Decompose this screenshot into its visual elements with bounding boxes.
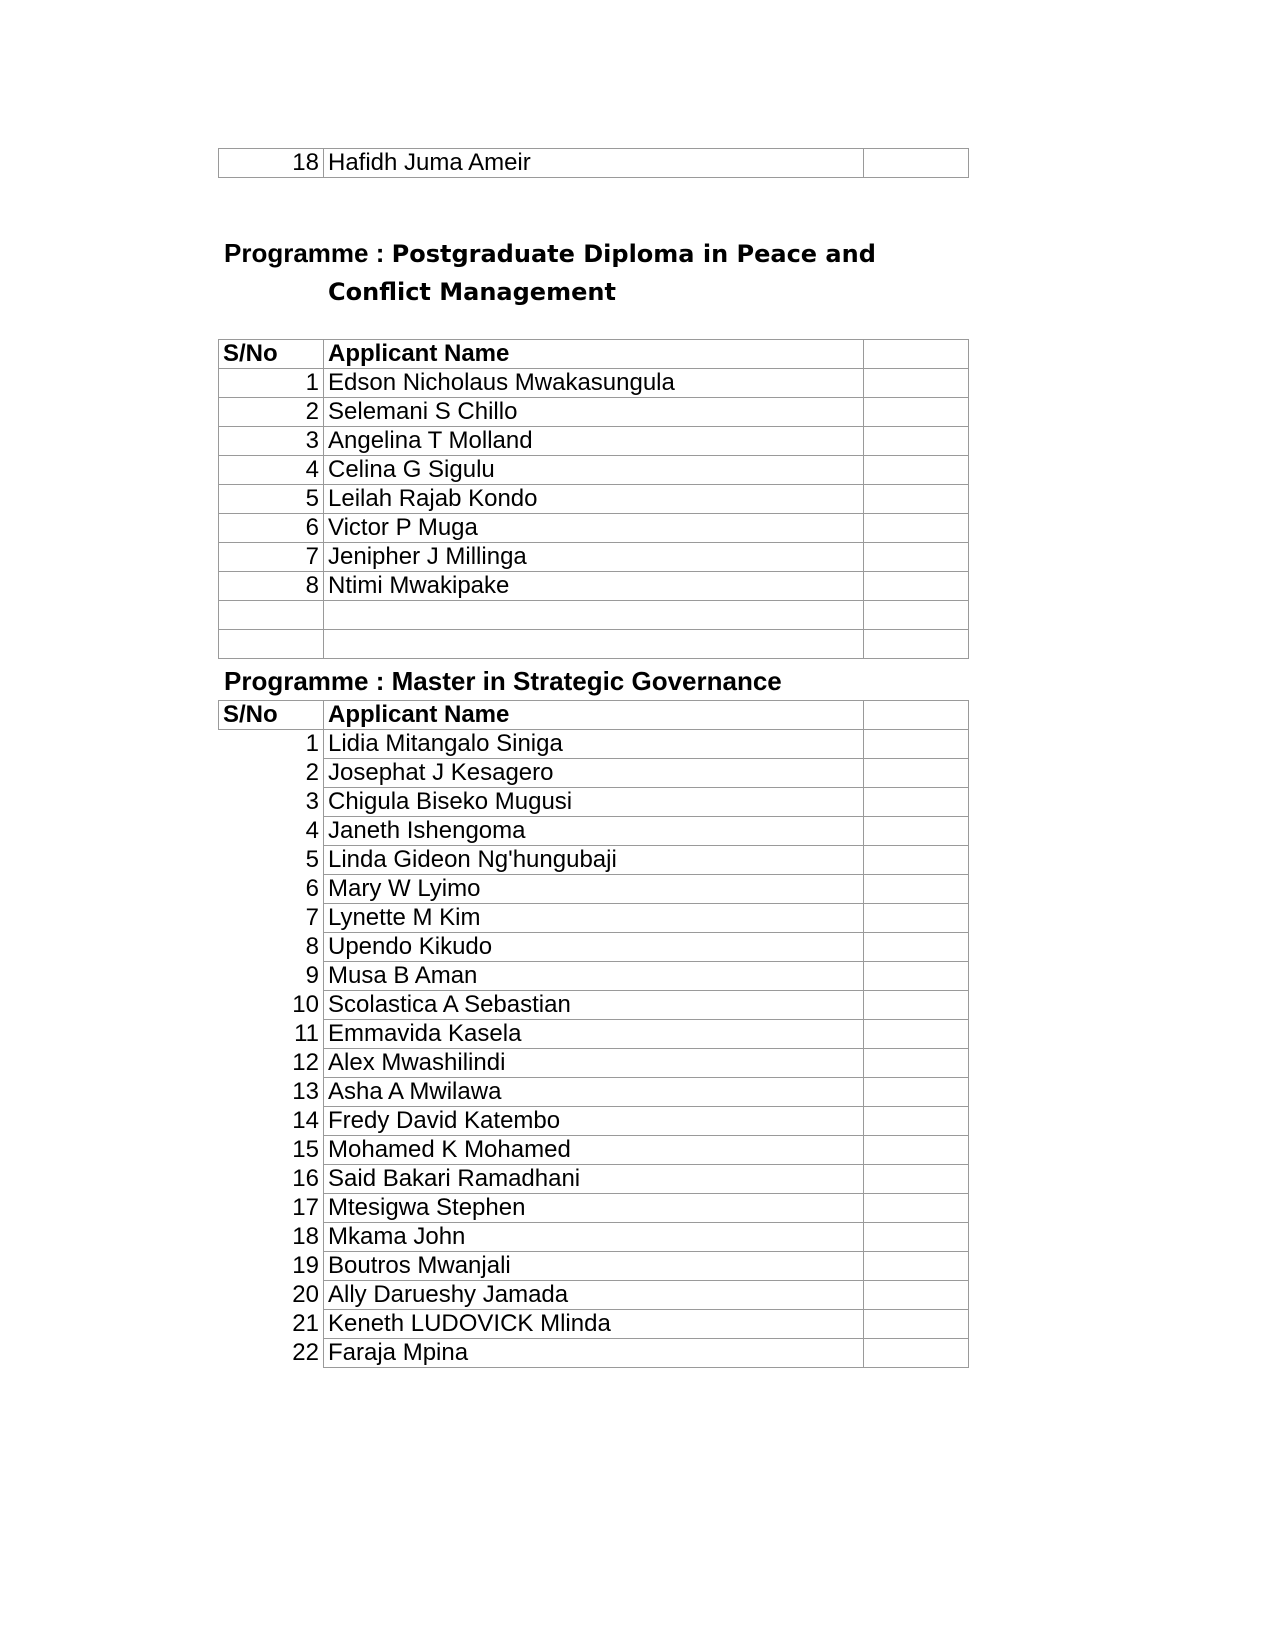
sno-cell: 17 <box>219 1194 324 1223</box>
applicant-name-cell: Janeth Ishengoma <box>324 817 864 846</box>
sno-cell: 13 <box>219 1078 324 1107</box>
programme-title-peace <box>224 238 876 269</box>
sno-cell: 22 <box>219 1339 324 1368</box>
applicant-name-cell: Jenipher J Millinga <box>324 543 864 572</box>
blank-cell <box>864 1136 969 1165</box>
applicant-name-cell: Selemani S Chillo <box>324 398 864 427</box>
blank-cell <box>864 1107 969 1136</box>
table-row <box>219 846 969 875</box>
table-row <box>219 875 969 904</box>
blank-cell <box>864 369 969 398</box>
blank-cell <box>864 991 969 1020</box>
applicant-name-cell: Hafidh Juma Ameir <box>324 149 864 178</box>
blank-cell <box>864 875 969 904</box>
sno-cell <box>219 601 324 630</box>
blank-header <box>864 701 969 730</box>
applicant-name-cell: Ally Darueshy Jamada <box>324 1281 864 1310</box>
sno-cell: 15 <box>219 1136 324 1165</box>
applicant-name-cell: Asha A Mwilawa <box>324 1078 864 1107</box>
sno-cell: 5 <box>219 485 324 514</box>
blank-cell <box>864 846 969 875</box>
table-row <box>219 1107 969 1136</box>
governance-table-body <box>219 701 969 730</box>
sno-cell: 6 <box>219 875 324 904</box>
sno-cell: 4 <box>219 817 324 846</box>
table-row <box>219 369 969 398</box>
blank-cell <box>864 1078 969 1107</box>
table-row <box>219 730 969 759</box>
sno-cell: 11 <box>219 1020 324 1049</box>
applicant-name-cell: Celina G Sigulu <box>324 456 864 485</box>
table-row <box>219 630 969 659</box>
table-row <box>219 485 969 514</box>
table-row <box>219 514 969 543</box>
sno-cell: 1 <box>219 730 324 759</box>
sno-cell: 7 <box>219 543 324 572</box>
sno-cell: 4 <box>219 456 324 485</box>
table-header-row <box>219 340 969 369</box>
applicant-name-cell: Upendo Kikudo <box>324 933 864 962</box>
sno-cell: 10 <box>219 991 324 1020</box>
table-row <box>219 572 969 601</box>
sno-cell: 3 <box>219 788 324 817</box>
table-row <box>219 1078 969 1107</box>
applicant-name-cell: Fredy David Katembo <box>324 1107 864 1136</box>
sno-cell: 18 <box>219 1223 324 1252</box>
applicant-name-cell: Leilah Rajab Kondo <box>324 485 864 514</box>
sno-cell: 3 <box>219 427 324 456</box>
blank-cell <box>864 1310 969 1339</box>
applicant-name-cell <box>324 630 864 659</box>
applicant-name-cell: Mkama John <box>324 1223 864 1252</box>
table-row <box>219 933 969 962</box>
sno-cell: 14 <box>219 1107 324 1136</box>
applicant-name-cell: Musa B Aman <box>324 962 864 991</box>
table-header-row <box>219 701 969 730</box>
blank-cell <box>864 1252 969 1281</box>
applicant-name-cell: Said Bakari Ramadhani <box>324 1165 864 1194</box>
sno-cell <box>219 630 324 659</box>
table-row <box>219 1223 969 1252</box>
sno-cell: 2 <box>219 759 324 788</box>
table-row <box>219 1165 969 1194</box>
blank-cell <box>864 759 969 788</box>
programme-name-line1: Postgraduate Diploma in Peace and <box>391 240 876 268</box>
table-row <box>219 759 969 788</box>
applicant-name-cell: Edson Nicholaus Mwakasungula <box>324 369 864 398</box>
applicant-name-cell: Chigula Biseko Mugusi <box>324 788 864 817</box>
applicant-name-cell: Mohamed K Mohamed <box>324 1136 864 1165</box>
sno-cell: 8 <box>219 933 324 962</box>
table-row <box>219 427 969 456</box>
peace-table-rows <box>219 369 969 659</box>
blank-cell <box>864 398 969 427</box>
applicant-name-cell: Mary W Lyimo <box>324 875 864 904</box>
blank-cell <box>864 630 969 659</box>
sno-cell: 12 <box>219 1049 324 1078</box>
sno-cell: 19 <box>219 1252 324 1281</box>
applicant-name-cell: Emmavida Kasela <box>324 1020 864 1049</box>
sno-cell: 5 <box>219 846 324 875</box>
table-row <box>219 601 969 630</box>
sno-cell: 1 <box>219 369 324 398</box>
sno-cell: 16 <box>219 1165 324 1194</box>
blank-cell <box>864 427 969 456</box>
blank-cell <box>864 730 969 759</box>
sno-header: S/No <box>219 701 324 730</box>
blank-cell <box>864 817 969 846</box>
programme-name-line2: Conflict Management <box>328 278 616 306</box>
applicant-name-cell: Lynette M Kim <box>324 904 864 933</box>
applicant-name-cell: Alex Mwashilindi <box>324 1049 864 1078</box>
peace-table-body <box>219 340 969 369</box>
blank-cell <box>864 485 969 514</box>
applicant-name-cell: Linda Gideon Ng'hungubaji <box>324 846 864 875</box>
blank-cell <box>864 1165 969 1194</box>
sno-cell: 9 <box>219 962 324 991</box>
programme-title-governance <box>224 666 782 697</box>
applicant-name-header: Applicant Name <box>324 701 864 730</box>
continued-applicant-table <box>218 148 969 178</box>
blank-cell <box>864 601 969 630</box>
peace-applicant-table <box>218 339 969 659</box>
applicant-name-cell <box>324 601 864 630</box>
table-row <box>219 1136 969 1165</box>
sno-cell: 8 <box>219 572 324 601</box>
governance-table-rows <box>219 730 969 1368</box>
sno-cell: 2 <box>219 398 324 427</box>
blank-cell <box>864 456 969 485</box>
table-row <box>219 817 969 846</box>
blank-cell <box>864 904 969 933</box>
applicant-name-header: Applicant Name <box>324 340 864 369</box>
applicant-name-cell: Keneth LUDOVICK Mlinda <box>324 1310 864 1339</box>
blank-cell <box>864 149 969 178</box>
blank-cell <box>864 788 969 817</box>
table-row <box>219 456 969 485</box>
table-row <box>219 788 969 817</box>
table-row <box>219 904 969 933</box>
table-row <box>219 1310 969 1339</box>
applicant-name-cell: Angelina T Molland <box>324 427 864 456</box>
table-row <box>219 1049 969 1078</box>
applicant-name-cell: Victor P Muga <box>324 514 864 543</box>
programme-name: Master in Strategic Governance <box>391 666 782 696</box>
applicant-name-cell: Ntimi Mwakipake <box>324 572 864 601</box>
blank-cell <box>864 1223 969 1252</box>
blank-cell <box>864 1339 969 1368</box>
applicant-name-cell: Scolastica A Sebastian <box>324 991 864 1020</box>
programme-label: Programme : <box>224 238 385 268</box>
table-row <box>219 543 969 572</box>
table-row <box>219 991 969 1020</box>
blank-cell <box>864 1020 969 1049</box>
blank-cell <box>864 962 969 991</box>
applicant-name-cell: Lidia Mitangalo Siniga <box>324 730 864 759</box>
table-row <box>219 1339 969 1368</box>
blank-cell <box>864 572 969 601</box>
blank-cell <box>864 543 969 572</box>
continued-table-body <box>219 149 969 178</box>
sno-cell: 6 <box>219 514 324 543</box>
table-row <box>219 1252 969 1281</box>
blank-cell <box>864 1281 969 1310</box>
programme-label: Programme : <box>224 666 385 696</box>
blank-cell <box>864 514 969 543</box>
sno-cell: 7 <box>219 904 324 933</box>
sno-cell: 18 <box>219 149 324 178</box>
table-row <box>219 962 969 991</box>
blank-cell <box>864 1049 969 1078</box>
blank-header <box>864 340 969 369</box>
applicant-name-cell: Faraja Mpina <box>324 1339 864 1368</box>
blank-cell <box>864 1194 969 1223</box>
table-row <box>219 1020 969 1049</box>
applicant-name-cell: Boutros Mwanjali <box>324 1252 864 1281</box>
table-row <box>219 149 969 178</box>
applicant-name-cell: Josephat J Kesagero <box>324 759 864 788</box>
sno-cell: 20 <box>219 1281 324 1310</box>
table-row <box>219 398 969 427</box>
sno-header: S/No <box>219 340 324 369</box>
sno-cell: 21 <box>219 1310 324 1339</box>
applicant-name-cell: Mtesigwa Stephen <box>324 1194 864 1223</box>
governance-applicant-table <box>218 700 969 1368</box>
blank-cell <box>864 933 969 962</box>
table-row <box>219 1281 969 1310</box>
table-row <box>219 1194 969 1223</box>
